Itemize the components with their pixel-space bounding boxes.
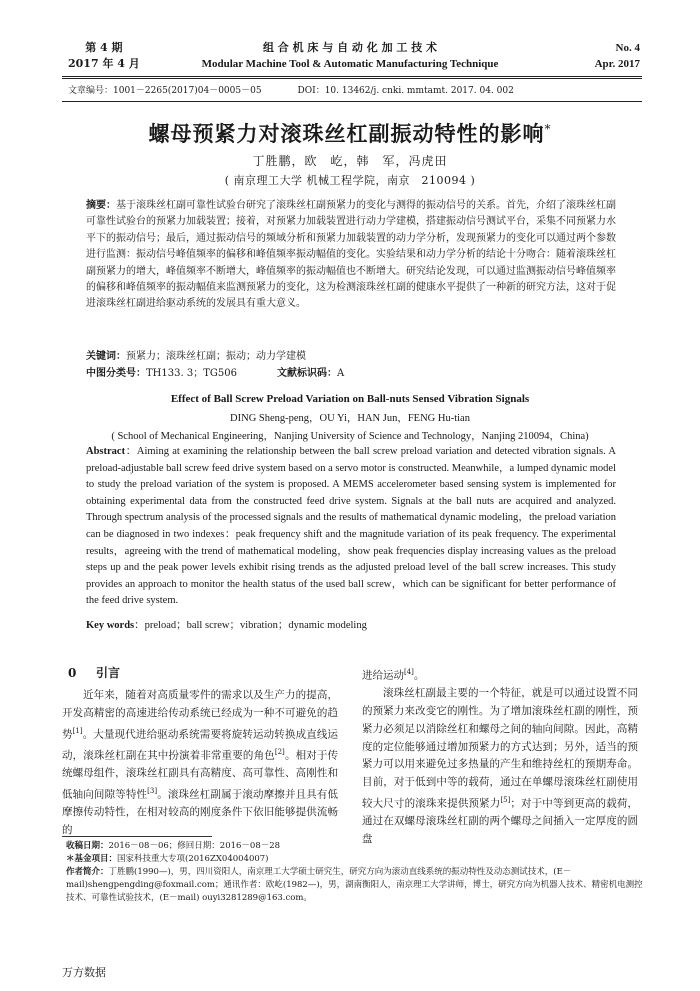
text-run: 滚珠丝杠副最主要的一个特征，就是可以通过设置不同的预紧力来改变它的刚性。为了增加滚珠丝杠副的刚性，预紧力必须足以消除丝杠和螺母之间的轴向间隙。因此，高精度的定位能够通过增加预紧力的方式达到；另外，适当的预紧力可以用来避免过多热量的产生和维持丝杠的预期寿命。目前，对于低到中等的载荷，通过在单螺母滚珠丝杠副使用较大尺寸的滚珠来提供预紧力 <box>362 687 638 810</box>
title-footnote-mark: * <box>544 122 552 136</box>
received-text: 2016－08－06；修回日期：2016－08－28 <box>108 841 281 851</box>
text-run: 。滚珠丝杠副属于滚动摩擦并且具有低摩擦传动特性，在相对较高的刚度条件下依旧能够提供流畅的 <box>62 788 339 837</box>
body-left-column <box>62 687 338 840</box>
date-cn: 2017 年 4 月 <box>68 57 140 70</box>
meta-rule <box>62 101 642 102</box>
text-run: 近年来，随着对高质量零件的需求以及生产力的提高，开发高精密的高速进给传动系统已经成为一种不可避免的趋势 <box>62 689 338 741</box>
fund-label: ＊基金项目： <box>66 854 118 864</box>
header-rule <box>62 76 642 77</box>
text-run: ；对于中等到更高的载荷，通过在双螺母滚珠丝杠副的两个螺母之间插入一定厚度的圆盘 <box>362 797 638 846</box>
authors-cn: 丁胜鹏，欧 屹，韩 军，冯虎田 <box>252 154 448 168</box>
article-number: 文章编号：1001－2265(2017)04－0005－05 <box>68 86 262 96</box>
header-right <box>595 40 640 72</box>
code-value: A <box>336 368 345 379</box>
article-meta <box>68 84 514 98</box>
keywords-en-label: Key words <box>86 620 135 631</box>
cls-label: 中图分类号： <box>86 368 146 379</box>
keywords-cn <box>86 349 306 365</box>
received-label: 收稿日期： <box>66 841 109 851</box>
affiliation-en: ( School of Mechanical Engineering，Nanjing University of Science and Technology，Nanjing 210094，China) <box>111 431 589 442</box>
citation: [1] <box>72 726 83 735</box>
footer-watermark: 万方数据 <box>62 966 106 979</box>
code-label: 文献标识码： <box>276 368 337 379</box>
citation: [4] <box>404 668 414 676</box>
text-run: 。相对于传统螺母组件，滚珠丝杠副具有高精度、高可靠性、高刚性和低轴向间隙等特性 <box>62 749 339 801</box>
date-en: Apr. 2017 <box>594 58 640 70</box>
citation: [5] <box>500 796 511 805</box>
header-rule-2 <box>62 78 642 79</box>
title-en: Effect of Ball Screw Preload Variation on Ball-nuts Sensed Vibration Signals <box>170 393 530 405</box>
footnote-received <box>66 840 646 853</box>
fund-text: 国家科技重大专项(2016ZX04004007) <box>117 854 269 864</box>
keywords-en <box>86 618 367 634</box>
issue-en: No. 4 <box>615 42 640 54</box>
text-run: 进给运动 <box>362 669 404 682</box>
journal-cn: 组 合 机 床 与 自 动 化 加 工 技 术 <box>262 41 438 54</box>
paragraph <box>362 664 638 685</box>
citation: [2] <box>274 747 285 756</box>
keywords-cn-text: 预紧力；滚珠丝杠副；振动；动力学建模 <box>126 351 306 362</box>
section-heading <box>68 664 120 681</box>
abstract-en-text: ：Aiming at examining the relationship between the ball screw preload variation and detected vibration signals. A preload-adjustable ball screw feed drive system based on a servo motor is constructed. Meanwhile，a lumped dynamic model to study the preload variation of the system is proposed. A MEMS accelerometer based sensing system is implemented for obtaining experimental data from the constructed feed drive system. Signals at the ball nuts are acquired and analyzed. Through spectrum analysis of the processed signals and the results of mathematical dynamic modeling，the preload variation can be diagnosed in two indexes：peak frequency shift and the magnitude variation of its peak frequency. The experimental results，agreeing with the trend of mathematical modeling，show peak frequencies display increasing values as the preload steps up and the peak power levels exhibit rising trends as the adjusted preload level of the ball screw increases. This study provides an approach to monitor the health status of the used ball screw，which can be significant for better performance of the feed drive system. <box>86 446 616 607</box>
journal-en: Modular Machine Tool & Automatic Manufacturing Technique <box>201 58 499 70</box>
body-right-column <box>362 664 638 849</box>
cls-value: TH133. 3；TG506 <box>146 368 237 379</box>
footnote-fund <box>66 853 646 866</box>
issue-cn: 第 4 期 <box>85 41 123 54</box>
authors-en: DING Sheng-peng，OU Yi，HAN Jun，FENG Hu-tian <box>230 413 470 424</box>
author-text: 丁胜鹏(1990—)，男，四川资阳人，南京理工大学硕士研究生，研究方向为滚动直线系统的振动特性及动态测试技术，(E－mail)shengpengding@foxmail.com；通讯作者：欧屹(1982—)，男，湖南衡阳人，南京理工大学讲师，博士，研究方向为机器人技术、精密机电测控技术、可靠性试验技术，(E－mail) ouyi3281289@163.com。 <box>66 867 643 903</box>
keywords-en-text: ：preload；ball screw；vibration；dynamic modeling <box>134 620 367 631</box>
title-cn: 螺母预紧力对滚珠丝杠副振动特性的影响 <box>148 121 545 146</box>
citation: [3] <box>147 786 158 795</box>
abstract-en <box>86 444 616 610</box>
abstract-cn-text: 基于滚珠丝杠副可靠性试验台研究了滚珠丝杠副预紧力的变化与测得的振动信号的关系。首先，介绍了滚珠丝杠副可靠性试验台的预紧力加载装置；接着，对预紧力加载装置进行动力学建模，搭建振动信号测试平台，采集不同预紧力水平下的振动信号；最后，通过振动信号的频域分析和预紧力加载装置的动力学分析，发现预紧力的变化可以通过两个参数进行监测：振动信号峰值频率的偏移和峰值频率振动幅值的变化。实验结果和动力学分析的结论十分吻合：随着滚珠丝杠副预紧力的增大，峰值频率不断增大，峰值频率的振动幅值也不断增大。研究结论发现，可以通过监测振动信号峰值频率的偏移和峰值频率的振动幅值来监测预紧力的变化，这为检测滚珠丝杠副的健康水平提供了一种新的研究方法，这对于促进滚珠丝杠副进给驱动系统的发展具有重大意义。 <box>86 200 616 310</box>
abstract-en-label: Abstract <box>86 446 126 457</box>
text-run: 。 <box>413 669 425 682</box>
keywords-cn-label: 关键词： <box>86 351 126 362</box>
abstract-cn-label: 摘要： <box>86 200 116 211</box>
section-number: 0 <box>68 666 77 680</box>
affiliation-cn: ( 南京理工大学 机械工程学院，南京 210094 ) <box>224 174 476 187</box>
classification-cn <box>86 366 344 382</box>
abstract-cn <box>86 198 616 313</box>
section-title: 引言 <box>96 666 121 680</box>
page-title <box>0 118 700 148</box>
footnote-author <box>66 866 646 905</box>
footnote-rule <box>62 836 212 837</box>
author-label: 作者简介： <box>66 867 109 877</box>
paragraph <box>362 685 638 849</box>
doi: DOI：10. 13462/j. cnki. mmtamt. 2017. 04. 002 <box>297 86 514 96</box>
paragraph <box>62 687 338 840</box>
text-run: 。大量现代进给驱动系统需要将旋转运动转换成直线运动，滚珠丝杠副在其中扮演着非常重要的角色 <box>62 728 339 762</box>
